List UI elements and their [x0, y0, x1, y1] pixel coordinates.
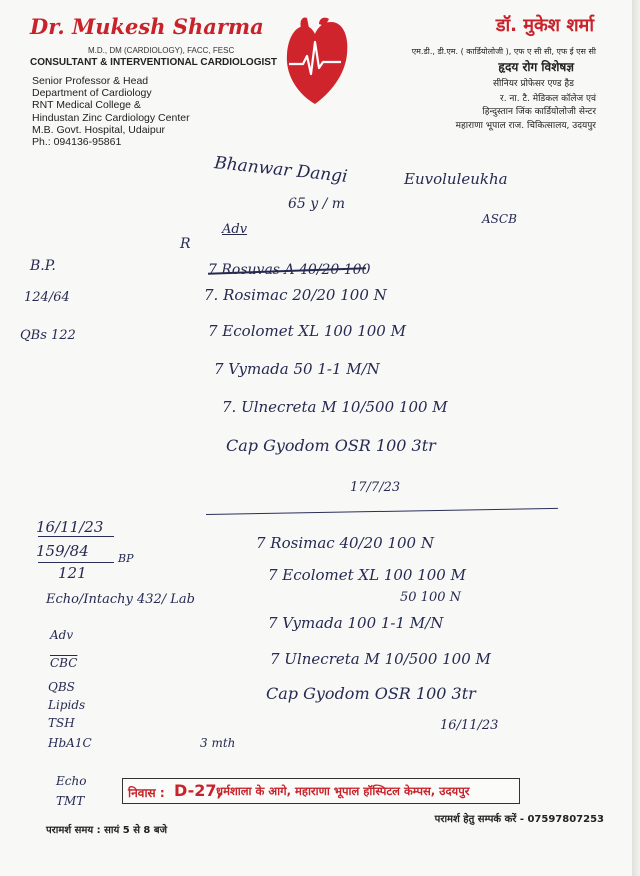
bp2-top: 159/84: [36, 542, 89, 560]
affiliation-line: RNT Medical College &: [32, 99, 141, 112]
degrees-english: M.D., DM (CARDIOLOGY), FACC, FESC: [88, 46, 235, 55]
affiliation-line: Department of Cardiology: [32, 87, 152, 100]
specialty-hindi: हृदय रोग विशेषज्ञ: [498, 60, 574, 74]
advise-item: QBS: [48, 680, 75, 694]
patient-name: Bhanwar Dangi: [213, 153, 349, 187]
rx2-line: 7 Vymada 100 1-1 M/N: [268, 614, 444, 632]
advise-item: TSH: [48, 716, 75, 730]
advise-item: Adv: [50, 628, 74, 642]
bp-value: 124/64: [24, 290, 70, 305]
affiliation-line: M.B. Govt. Hospital, Udaipur: [32, 123, 166, 136]
degrees-hindi: एम.डी., डी.एम. ( कार्डियोलोजी ), एफ ए सी सी, एफ ई एस सी: [411, 47, 596, 56]
right-note: ASCB: [482, 212, 517, 226]
rx-mark: R: [180, 236, 191, 252]
advise-item: $\overline{CBC}$: [50, 656, 78, 670]
rx2-line: 7 Ecolomet XL 100 100 M: [268, 566, 466, 584]
bp2-bottom: 121: [58, 564, 87, 582]
rx1-line: 7. Ulnecreta M 10/500 100 M: [222, 398, 448, 416]
advise-item: Echo: [56, 774, 87, 788]
affiliation-hindi-line: र. ना. टै. मेडिकल कॉलेज एवं: [500, 94, 596, 104]
rx1-line: 7 Rosuvas A 40/20 100: [208, 262, 371, 278]
rx1-line: 7. Rosimac 20/20 100 N: [204, 286, 387, 304]
rx2-line: 7 Rosimac 40/20 100 N: [256, 534, 434, 552]
bp-label: B.P.: [30, 258, 56, 274]
phone-line: Ph.: 094136-95861: [32, 136, 122, 149]
patient-age-sex: 65 y / m: [288, 196, 346, 212]
followup-note: Echo/Intachy 432/ Lab: [46, 592, 195, 607]
designation-english: CONSULTANT & INTERVENTIONAL CARDIOLOGIST: [30, 57, 278, 68]
rx2-line: Cap Gyodom OSR 100 3tr: [266, 684, 476, 703]
bp2-label: BP: [118, 552, 134, 565]
affiliation-hindi-line: सीनियर प्रोफेसर एण्ड हैड: [492, 79, 574, 89]
rx1-line: 7 Ecolomet XL 100 100 M: [208, 322, 406, 340]
affiliation-english: [32, 75, 190, 148]
advise-item: Lipids: [48, 698, 86, 712]
doctor-name-hindi: डॉ. मुकेश शर्मा: [495, 15, 594, 36]
followup-months: 3 mth: [200, 736, 236, 750]
signature-1: 17/7/23: [350, 480, 401, 495]
advise-item: HbA1C: [48, 736, 92, 750]
rx1-line: Cap Gyodom OSR 100 3tr: [226, 436, 436, 455]
rx2-line: 50 100 N: [400, 590, 461, 605]
paper-edge: [632, 0, 640, 876]
qbs-value: QBs 122: [20, 328, 76, 343]
visit-date-2: 16/11/23: [36, 518, 104, 536]
address-label: निवास :: [128, 786, 165, 800]
heart-icon: [279, 16, 351, 106]
consultation-time: परामर्श समय : सायं 5 से 8 बजे: [46, 825, 168, 836]
bp-rule: [38, 536, 114, 537]
adv-heading: Adv: [222, 222, 248, 237]
affiliation-hindi-line: हिन्दुस्तान जिंक कार्डियोलोजी सेन्टर: [482, 107, 596, 117]
affiliation-line: Senior Professor & Head: [32, 75, 149, 87]
advise-item: TMT: [56, 794, 85, 808]
address-text: धर्मशाला के आगे, महाराणा भूपाल हॉस्पिटल केम्पस, उदयपुर: [216, 784, 470, 798]
affiliation-line: Hindustan Zinc Cardiology Center: [32, 111, 190, 124]
bp-rule: [38, 562, 114, 563]
signature-2: 16/11/23: [440, 718, 499, 733]
rx1-line: 7 Vymada 50 1-1 M/N: [214, 360, 380, 378]
rx2-line: 7 Ulnecreta M 10/500 100 M: [270, 650, 491, 668]
diagnosis-note: Euvoluleukha: [404, 170, 508, 188]
address-number: D-27,: [174, 781, 223, 800]
doctor-name-english: Dr. Mukesh Sharma: [30, 14, 264, 39]
contact-number: परामर्श हेतु सम्पर्क करें - 07597807253: [434, 814, 604, 825]
affiliation-hindi-line: महाराणा भूपाल राज. चिकित्सालय, उदयपुर: [455, 121, 596, 131]
